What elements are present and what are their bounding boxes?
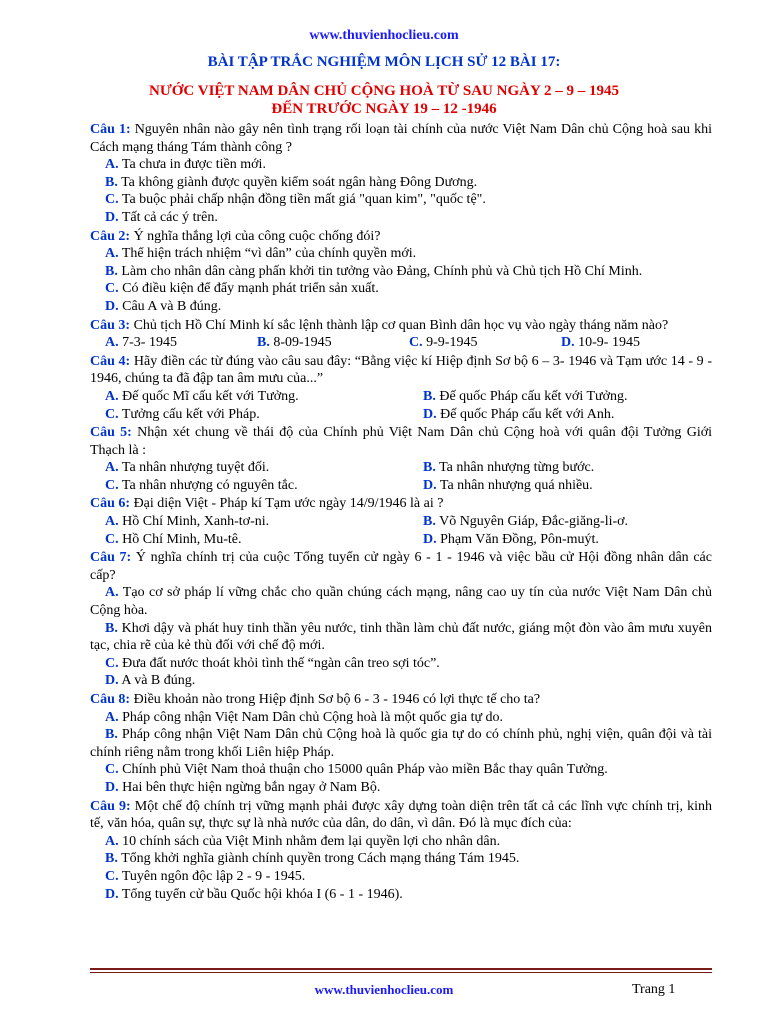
- question-stem: [90, 424, 712, 459]
- header-site-link[interactable]: www.thuvienhoclieu.com: [309, 28, 459, 43]
- question-9: [90, 798, 712, 904]
- question-1: [90, 121, 712, 227]
- option-a: A. Hồ Chí Minh, Xanh-tơ-ni.: [105, 514, 270, 530]
- question-stem: [90, 798, 712, 833]
- option-c: C. Chính phủ Việt Nam thoả thuận cho 15000 quân Pháp vào miền Bắc thay quân Tưởng.: [105, 762, 608, 778]
- option-b: B. Võ Nguyên Giáp, Đắc-giăng-li-ơ.: [423, 514, 629, 530]
- question-stem: [90, 691, 712, 709]
- question-text: Nhận xét chung về thái độ của Chính phủ Việt Nam Dân chủ Cộng hoà với quân đội Tưởng Giới Thạch là :: [90, 425, 712, 458]
- option-a: A. Pháp công nhận Việt Nam Dân chủ Cộng hoà là một quốc gia tự do.: [105, 709, 504, 725]
- question-label: Câu 9:: [90, 798, 131, 814]
- option-c: C. Tưởng cấu kết với Pháp.: [105, 406, 260, 422]
- page-number: Trang 1: [632, 982, 676, 997]
- options-grid: [90, 388, 712, 423]
- question-stem: [90, 549, 712, 584]
- option-b: B. Ta không giành được quyền kiểm soát ngân hàng Đông Dương.: [105, 174, 478, 190]
- question-text: Hãy điền các từ đúng vào câu sau đây: “Bằng việc kí Hiệp định Sơ bộ 6 – 3- 1946 và Tạm ước 14 - 9 - 1946, chúng ta đã đập tan âm mưu của...”: [90, 353, 712, 387]
- footer-divider-thin: [90, 972, 712, 973]
- question-5: [90, 424, 712, 494]
- option-b: B. 8-09-1945: [257, 335, 332, 351]
- question-label: Câu 6:: [90, 496, 131, 512]
- question-stem: [90, 495, 712, 513]
- option-d: D. Phạm Văn Đồng, Pôn-muýt.: [423, 531, 599, 547]
- option-a: A. Thể hiện trách nhiệm “vì dân” của chính quyền mới.: [105, 246, 417, 262]
- question-text: Nguyên nhân nào gây nên tình trạng rối loạn tài chính của nước Việt Nam Dân chủ Cộng hoà sau khi Cách mạng tháng Tám thành công ?: [90, 122, 712, 155]
- question-stem: [90, 121, 712, 156]
- option-a: A. 10 chính sách của Việt Minh nhằm đem lại quyền lợi cho nhân dân.: [105, 833, 501, 849]
- option-d: D. 10-9- 1945: [561, 335, 640, 351]
- question-label: Câu 3:: [90, 317, 131, 333]
- question-text: Một chế độ chính trị vững mạnh phải được xây dựng toàn diện trên tất cả các lĩnh vực chính trị, kinh tế, văn hóa, quân sự, thực sự là nhà nước của dân, do dân, vì dân. Đó là mục đích của:: [90, 798, 712, 832]
- option-a: A. Tạo cơ sở pháp lí vững chắc cho quần chúng cách mạng, nâng cao uy tín của nước Việt Nam Dân chủ Cộng hòa.: [90, 585, 712, 619]
- document-title: BÀI TẬP TRẮC NGHIỆM MÔN LỊCH SỬ 12 BÀI 17:: [207, 54, 561, 70]
- option-b: B. Ta nhân nhượng từng bước.: [423, 460, 595, 476]
- options-row: [90, 334, 712, 352]
- question-label: Câu 2:: [90, 228, 131, 244]
- question-7: [90, 549, 712, 690]
- option-c: C. 9-9-1945: [409, 335, 478, 351]
- option-b: B. Pháp công nhận Việt Nam Dân chủ Cộng hoà là quốc gia tự do có chính phủ, nghị viện, quân đội và tài chính riêng nằm trong khối Liên hiệp Pháp.: [90, 727, 712, 760]
- question-text: Điều khoản nào trong Hiệp định Sơ bộ 6 - 3 - 1946 có lợi thực tế cho ta?: [130, 692, 541, 707]
- option-d: D. A và B đúng.: [105, 673, 196, 689]
- question-8: [90, 691, 712, 797]
- option-d: D. Đế quốc Pháp cấu kết với Anh.: [423, 406, 615, 422]
- question-2: [90, 228, 712, 316]
- question-4: [90, 353, 712, 423]
- subtitle-line-1: NƯỚC VIỆT NAM DÂN CHỦ CỘNG HOÀ TỪ SAU NGÀY 2 – 9 – 1945: [148, 83, 620, 99]
- option-d: D. Tổng tuyển cử bầu Quốc hội khóa I (6 - 1 - 1946).: [105, 886, 403, 902]
- option-b: B. Tổng khởi nghĩa giành chính quyền trong Cách mạng tháng Tám 1945.: [105, 851, 520, 867]
- option-b: B. Khơi dậy và phát huy tinh thần yêu nước, tinh thần làm chủ đất nước, giáng một đòn vào âm mưu xuyên tạc, chia rẽ của kẻ thù đối với chế độ mới.: [90, 620, 712, 654]
- question-stem: [90, 317, 712, 335]
- question-6: [90, 495, 712, 548]
- option-d: D. Tất cả các ý trên.: [105, 209, 218, 225]
- document-subtitle: [0, 82, 768, 118]
- question-label: Câu 4:: [90, 353, 131, 369]
- option-d: D. Ta nhân nhượng quá nhiều.: [423, 477, 593, 493]
- footer-divider: [90, 968, 712, 970]
- option-c: C. Hồ Chí Minh, Mu-tê.: [105, 531, 242, 547]
- options-grid: [90, 459, 712, 494]
- question-label: Câu 8:: [90, 692, 131, 707]
- question-label: Câu 5:: [90, 425, 132, 441]
- question-text: Chủ tịch Hồ Chí Minh kí sắc lệnh thành lập cơ quan Bình dân học vụ vào ngày tháng năm nào?: [130, 317, 669, 333]
- option-c: C. Có điều kiện để đẩy mạnh phát triển sản xuất.: [105, 281, 379, 297]
- option-a: A. Đế quốc Mĩ cấu kết với Tưởng.: [105, 388, 299, 404]
- options-grid: [90, 513, 712, 548]
- question-label: Câu 7:: [90, 550, 132, 566]
- question-text: Ý nghĩa chính trị của cuộc Tổng tuyển cử ngày 6 - 1 - 1946 và việc bầu cử Hội đồng nhân dân các cấp?: [90, 550, 712, 583]
- option-a: A. Ta nhân nhượng tuyệt đối.: [105, 460, 270, 476]
- question-3: [90, 317, 712, 352]
- option-c: C. Ta buộc phải chấp nhận đồng tiền mất giá "quan kim", "quốc tệ".: [105, 192, 486, 208]
- option-d: D. Câu A và B đúng.: [105, 298, 222, 314]
- footer-site-link[interactable]: www.thuvienhoclieu.com: [314, 982, 454, 997]
- question-text: Đại diện Việt - Pháp kí Tạm ước ngày 14/9/1946 là ai ?: [130, 496, 444, 512]
- question-list: [90, 121, 712, 904]
- option-d: D. Hai bên thực hiện ngừng bắn ngay ở Nam Bộ.: [105, 779, 381, 795]
- question-stem: [90, 228, 712, 246]
- option-c: C. Ta nhân nhượng có nguyên tắc.: [105, 477, 298, 493]
- option-b: B. Làm cho nhân dân càng phấn khởi tin tưởng vào Đảng, Chính phủ và Chủ tịch Hồ Chí Minh.: [105, 263, 643, 279]
- question-stem: [90, 353, 712, 388]
- option-c: C. Tuyên ngôn độc lập 2 - 9 - 1945.: [105, 868, 306, 884]
- option-a: A. Ta chưa in được tiền mới.: [105, 157, 266, 173]
- subtitle-line-2: ĐẾN TRƯỚC NGÀY 19 – 12 -1946: [271, 101, 497, 117]
- option-c: C. Đưa đất nước thoát khỏi tình thế “ngàn cân treo sợi tóc”.: [105, 655, 440, 671]
- option-b: B. Đế quốc Pháp cấu kết với Tưởng.: [423, 388, 628, 404]
- question-text: Ý nghĩa thắng lợi của công cuộc chống đói?: [130, 228, 381, 244]
- question-label: Câu 1:: [90, 122, 131, 137]
- option-a: A. 7-3- 1945: [105, 335, 177, 351]
